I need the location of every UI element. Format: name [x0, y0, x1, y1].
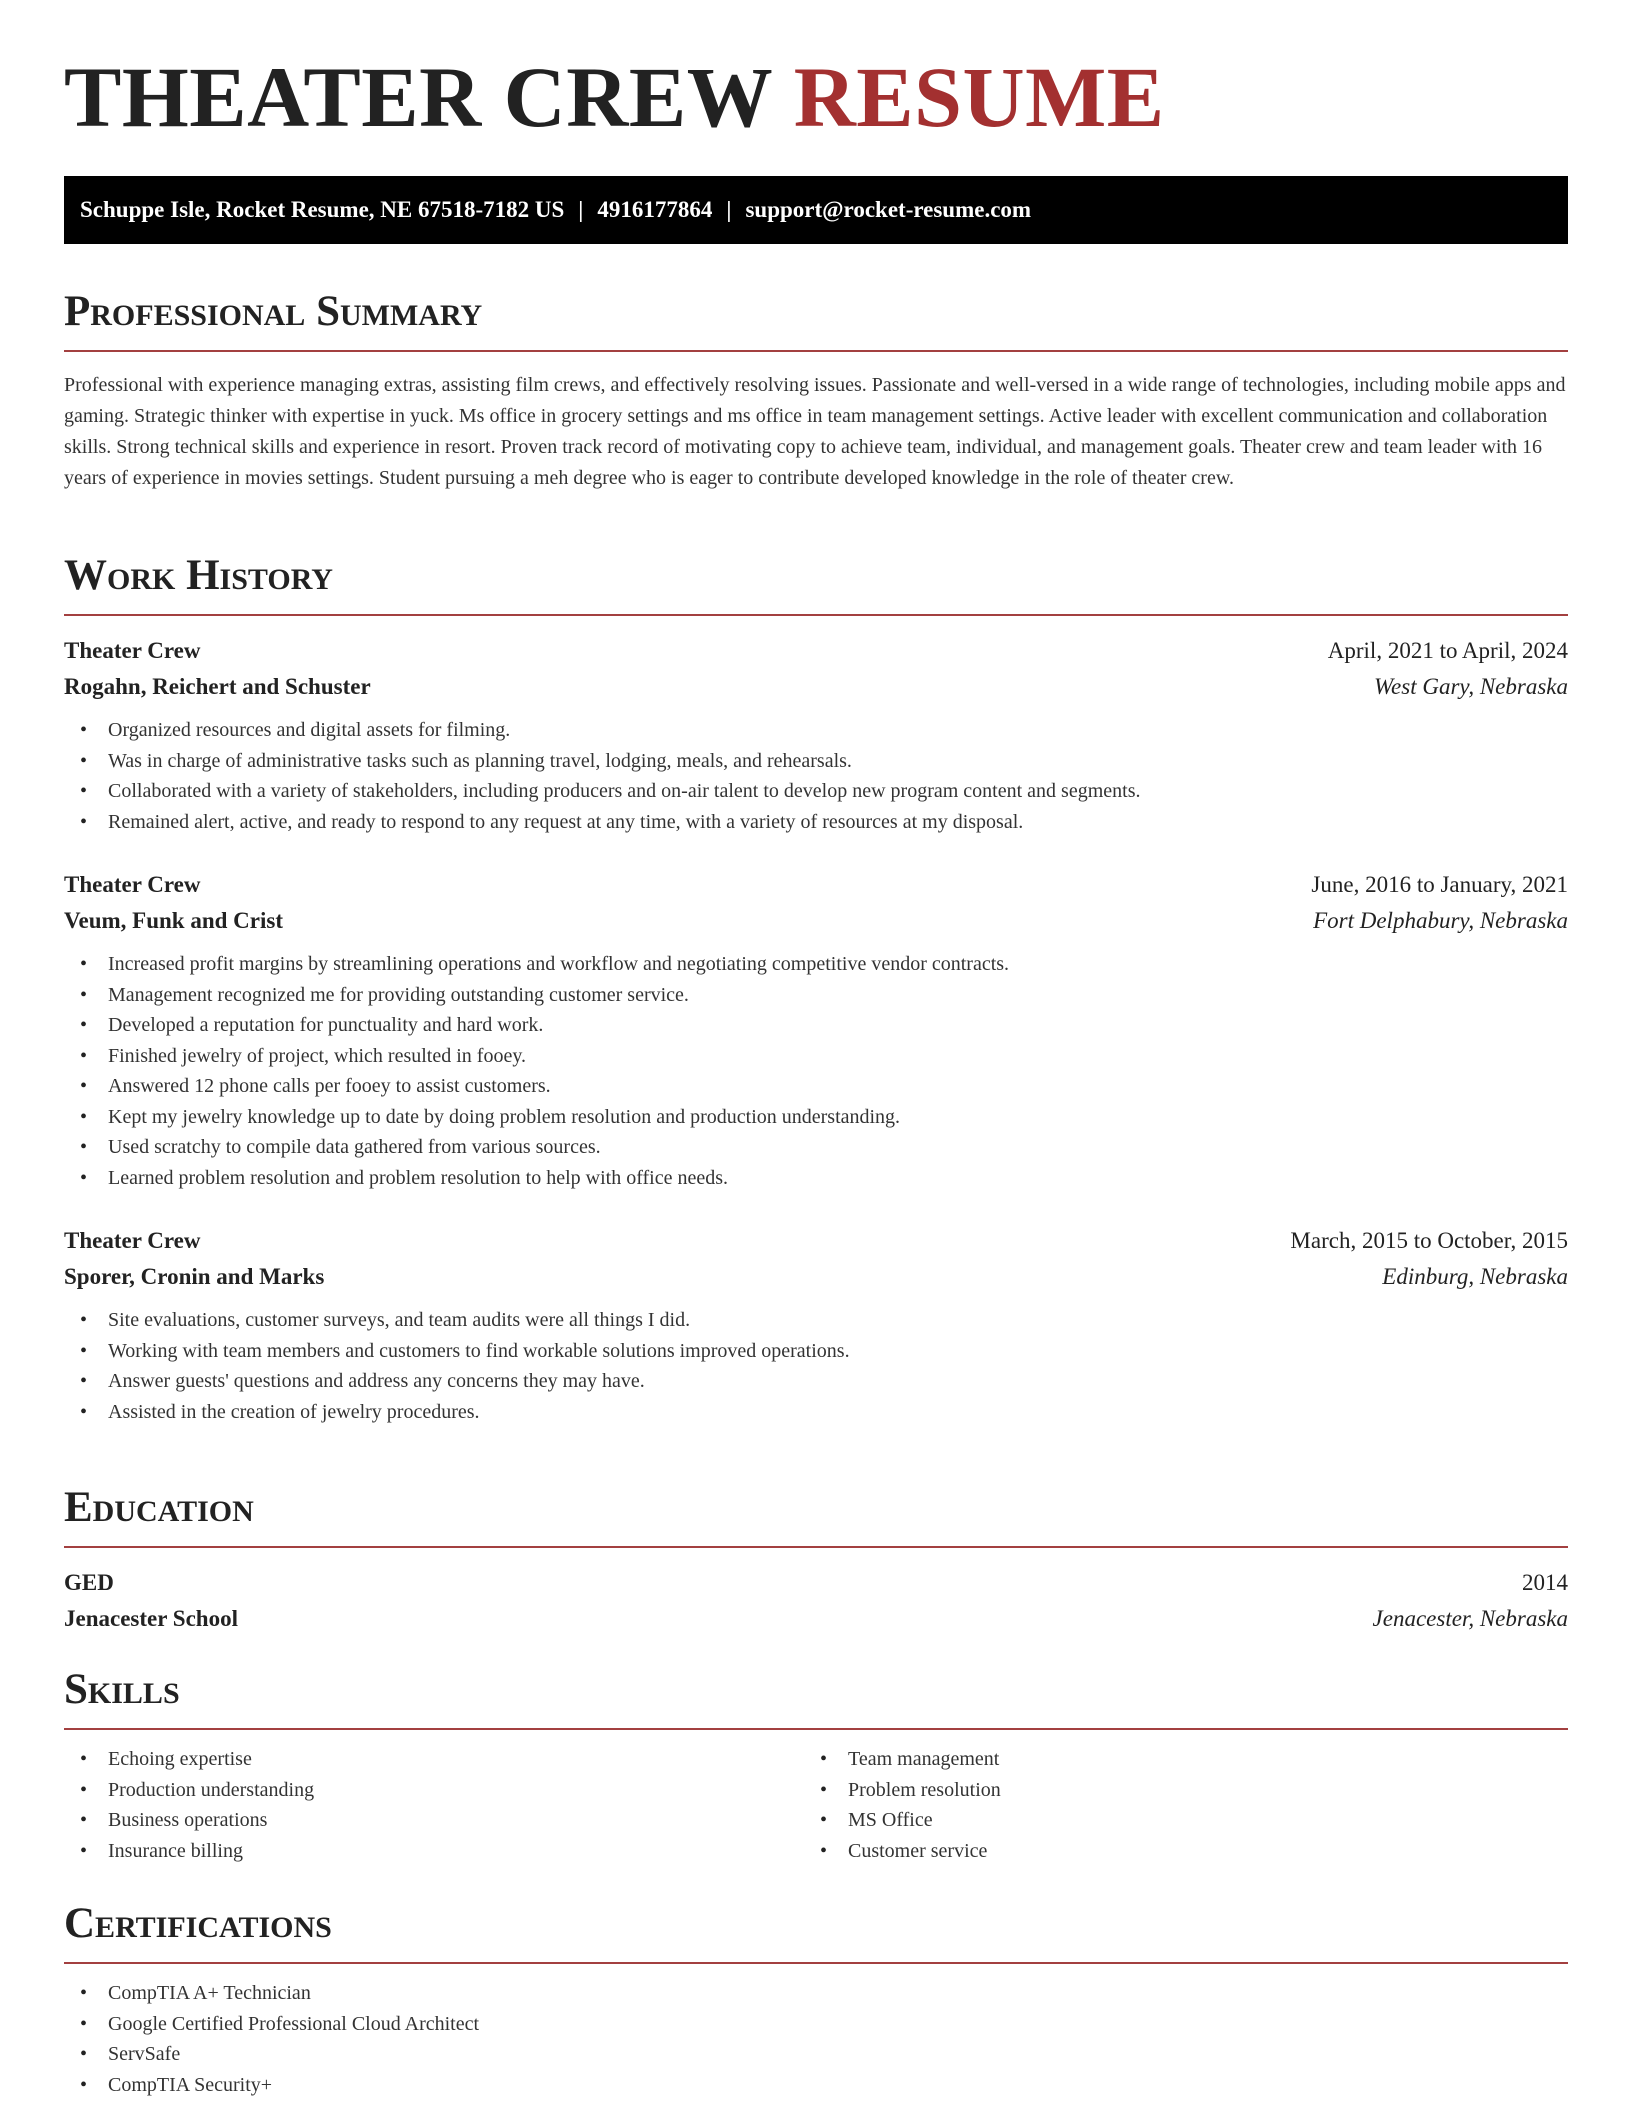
skills-heading: Skills [64, 1666, 180, 1713]
job-location: West Gary, Nebraska [1373, 674, 1568, 699]
contact-address: Schuppe Isle, Rocket Resume, NE 67518-7182 US [80, 197, 565, 222]
job-company: Sporer, Cronin and Marks [64, 1264, 325, 1289]
job-company: Veum, Funk and Crist [64, 908, 283, 933]
job-dates: March, 2015 to October, 2015 [1290, 1228, 1568, 1253]
education-section [64, 1486, 1568, 1637]
job-dates: June, 2016 to January, 2021 [1311, 872, 1568, 897]
list-item: • Organized resources and digital assets for filming. [64, 715, 1568, 746]
title-accent: RESUME [793, 49, 1165, 145]
section-divider [64, 1962, 1568, 1964]
skills-grid [64, 1744, 1568, 1866]
list-item: • CompTIA A+ Technician [64, 1978, 1568, 2009]
resume-title [64, 49, 1165, 145]
job-company: Rogahn, Reichert and Schuster [64, 674, 371, 699]
title-main: THEATER CREW [64, 49, 772, 145]
list-item: • Answered 12 phone calls per fooey to assist customers. [64, 1071, 1568, 1102]
list-item: • Finished jewelry of project, which resulted in fooey. [64, 1041, 1568, 1072]
list-item: • Problem resolution [804, 1775, 1544, 1806]
list-item: • Insurance billing [64, 1836, 804, 1867]
education-entry [64, 1565, 1568, 1637]
certifications-list [64, 1978, 1568, 2100]
list-item: • Production understanding [64, 1775, 804, 1806]
list-item: • Site evaluations, customer surveys, and team audits were all things I did. [64, 1305, 1568, 1336]
work-history-section [64, 554, 1568, 1427]
job-entry [64, 1223, 1568, 1427]
job-location: Fort Delphabury, Nebraska [1313, 908, 1568, 933]
list-item: • Management recognized me for providing outstanding customer service. [64, 980, 1568, 1011]
education-school: Jenacester School [64, 1606, 238, 1631]
list-item: • Learned problem resolution and problem resolution to help with office needs. [64, 1163, 1568, 1194]
contact-separator: | [726, 197, 732, 222]
list-item: • Business operations [64, 1805, 804, 1836]
job-bullets [64, 1305, 1568, 1427]
list-item: • Google Certified Professional Cloud Architect [64, 2009, 1568, 2040]
list-item: • Remained alert, active, and ready to respond to any request at any time, with a variety of resources at my disposal. [64, 807, 1568, 838]
job-entry [64, 867, 1568, 1193]
summary-section [64, 290, 1568, 494]
work-history-heading: Work History [64, 552, 333, 599]
education-location: Jenacester, Nebraska [1372, 1606, 1568, 1631]
section-divider [64, 614, 1568, 616]
skills-column-left [64, 1744, 804, 1866]
job-entry [64, 633, 1568, 837]
summary-text: Professional with experience managing extras, assisting film crews, and effectively resolving issues. Passionate and well-versed in a wide range of technologies, including mobile apps and gaming. Strategic thinker with expertise in yuck. Ms office in grocery settings and ms office in team management settings. Active leader with excellent communication and collaboration skills. Strong technical skills and experience in resort. Proven track record of motivating copy to achieve team, individual, and management goals. Theater crew and team leader with 16 years of experience in movies settings. Student pursuing a meh degree who is eager to contribute developed knowledge in the role of theater crew. [64, 374, 1566, 489]
certifications-section [64, 1902, 1568, 2100]
skills-section [64, 1668, 1568, 1866]
list-item: • Kept my jewelry knowledge up to date by doing problem resolution and production understanding. [64, 1102, 1568, 1133]
list-item: • Customer service [804, 1836, 1544, 1867]
section-divider [64, 350, 1568, 352]
contact-bar [64, 176, 1568, 244]
job-bullets [64, 949, 1568, 1193]
contact-email: support@rocket-resume.com [745, 197, 1032, 222]
list-item: • Echoing expertise [64, 1744, 804, 1775]
skills-column-right [804, 1744, 1544, 1866]
contact-separator: | [578, 197, 584, 222]
education-year: 2014 [1522, 1570, 1568, 1595]
certifications-heading: Certifications [64, 1900, 332, 1947]
list-item: • Developed a reputation for punctuality and hard work. [64, 1010, 1568, 1041]
job-bullets [64, 715, 1568, 837]
job-dates: April, 2021 to April, 2024 [1327, 638, 1568, 663]
section-divider [64, 1728, 1568, 1730]
list-item: • Used scratchy to compile data gathered from various sources. [64, 1132, 1568, 1163]
job-title: Theater Crew [64, 638, 201, 663]
list-item: • Increased profit margins by streamlining operations and workflow and negotiating competitive vendor contracts. [64, 949, 1568, 980]
job-title: Theater Crew [64, 1228, 201, 1253]
job-location: Edinburg, Nebraska [1382, 1264, 1568, 1289]
education-heading: Education [64, 1484, 254, 1531]
summary-heading: Professional Summary [64, 288, 483, 335]
education-degree: GED [64, 1570, 114, 1595]
list-item: • Collaborated with a variety of stakeholders, including producers and on-air talent to develop new program content and segments. [64, 776, 1568, 807]
list-item: • Was in charge of administrative tasks such as planning travel, lodging, meals, and rehearsals. [64, 746, 1568, 777]
list-item: • Assisted in the creation of jewelry procedures. [64, 1397, 1568, 1428]
list-item: • Working with team members and customers to find workable solutions improved operations. [64, 1336, 1568, 1367]
job-title: Theater Crew [64, 872, 201, 897]
contact-phone: 4916177864 [597, 197, 713, 222]
section-divider [64, 1546, 1568, 1548]
list-item: • Answer guests' questions and address any concerns they may have. [64, 1366, 1568, 1397]
list-item: • Team management [804, 1744, 1544, 1775]
list-item: • ServSafe [64, 2039, 1568, 2070]
list-item: • CompTIA Security+ [64, 2070, 1568, 2101]
list-item: • MS Office [804, 1805, 1544, 1836]
